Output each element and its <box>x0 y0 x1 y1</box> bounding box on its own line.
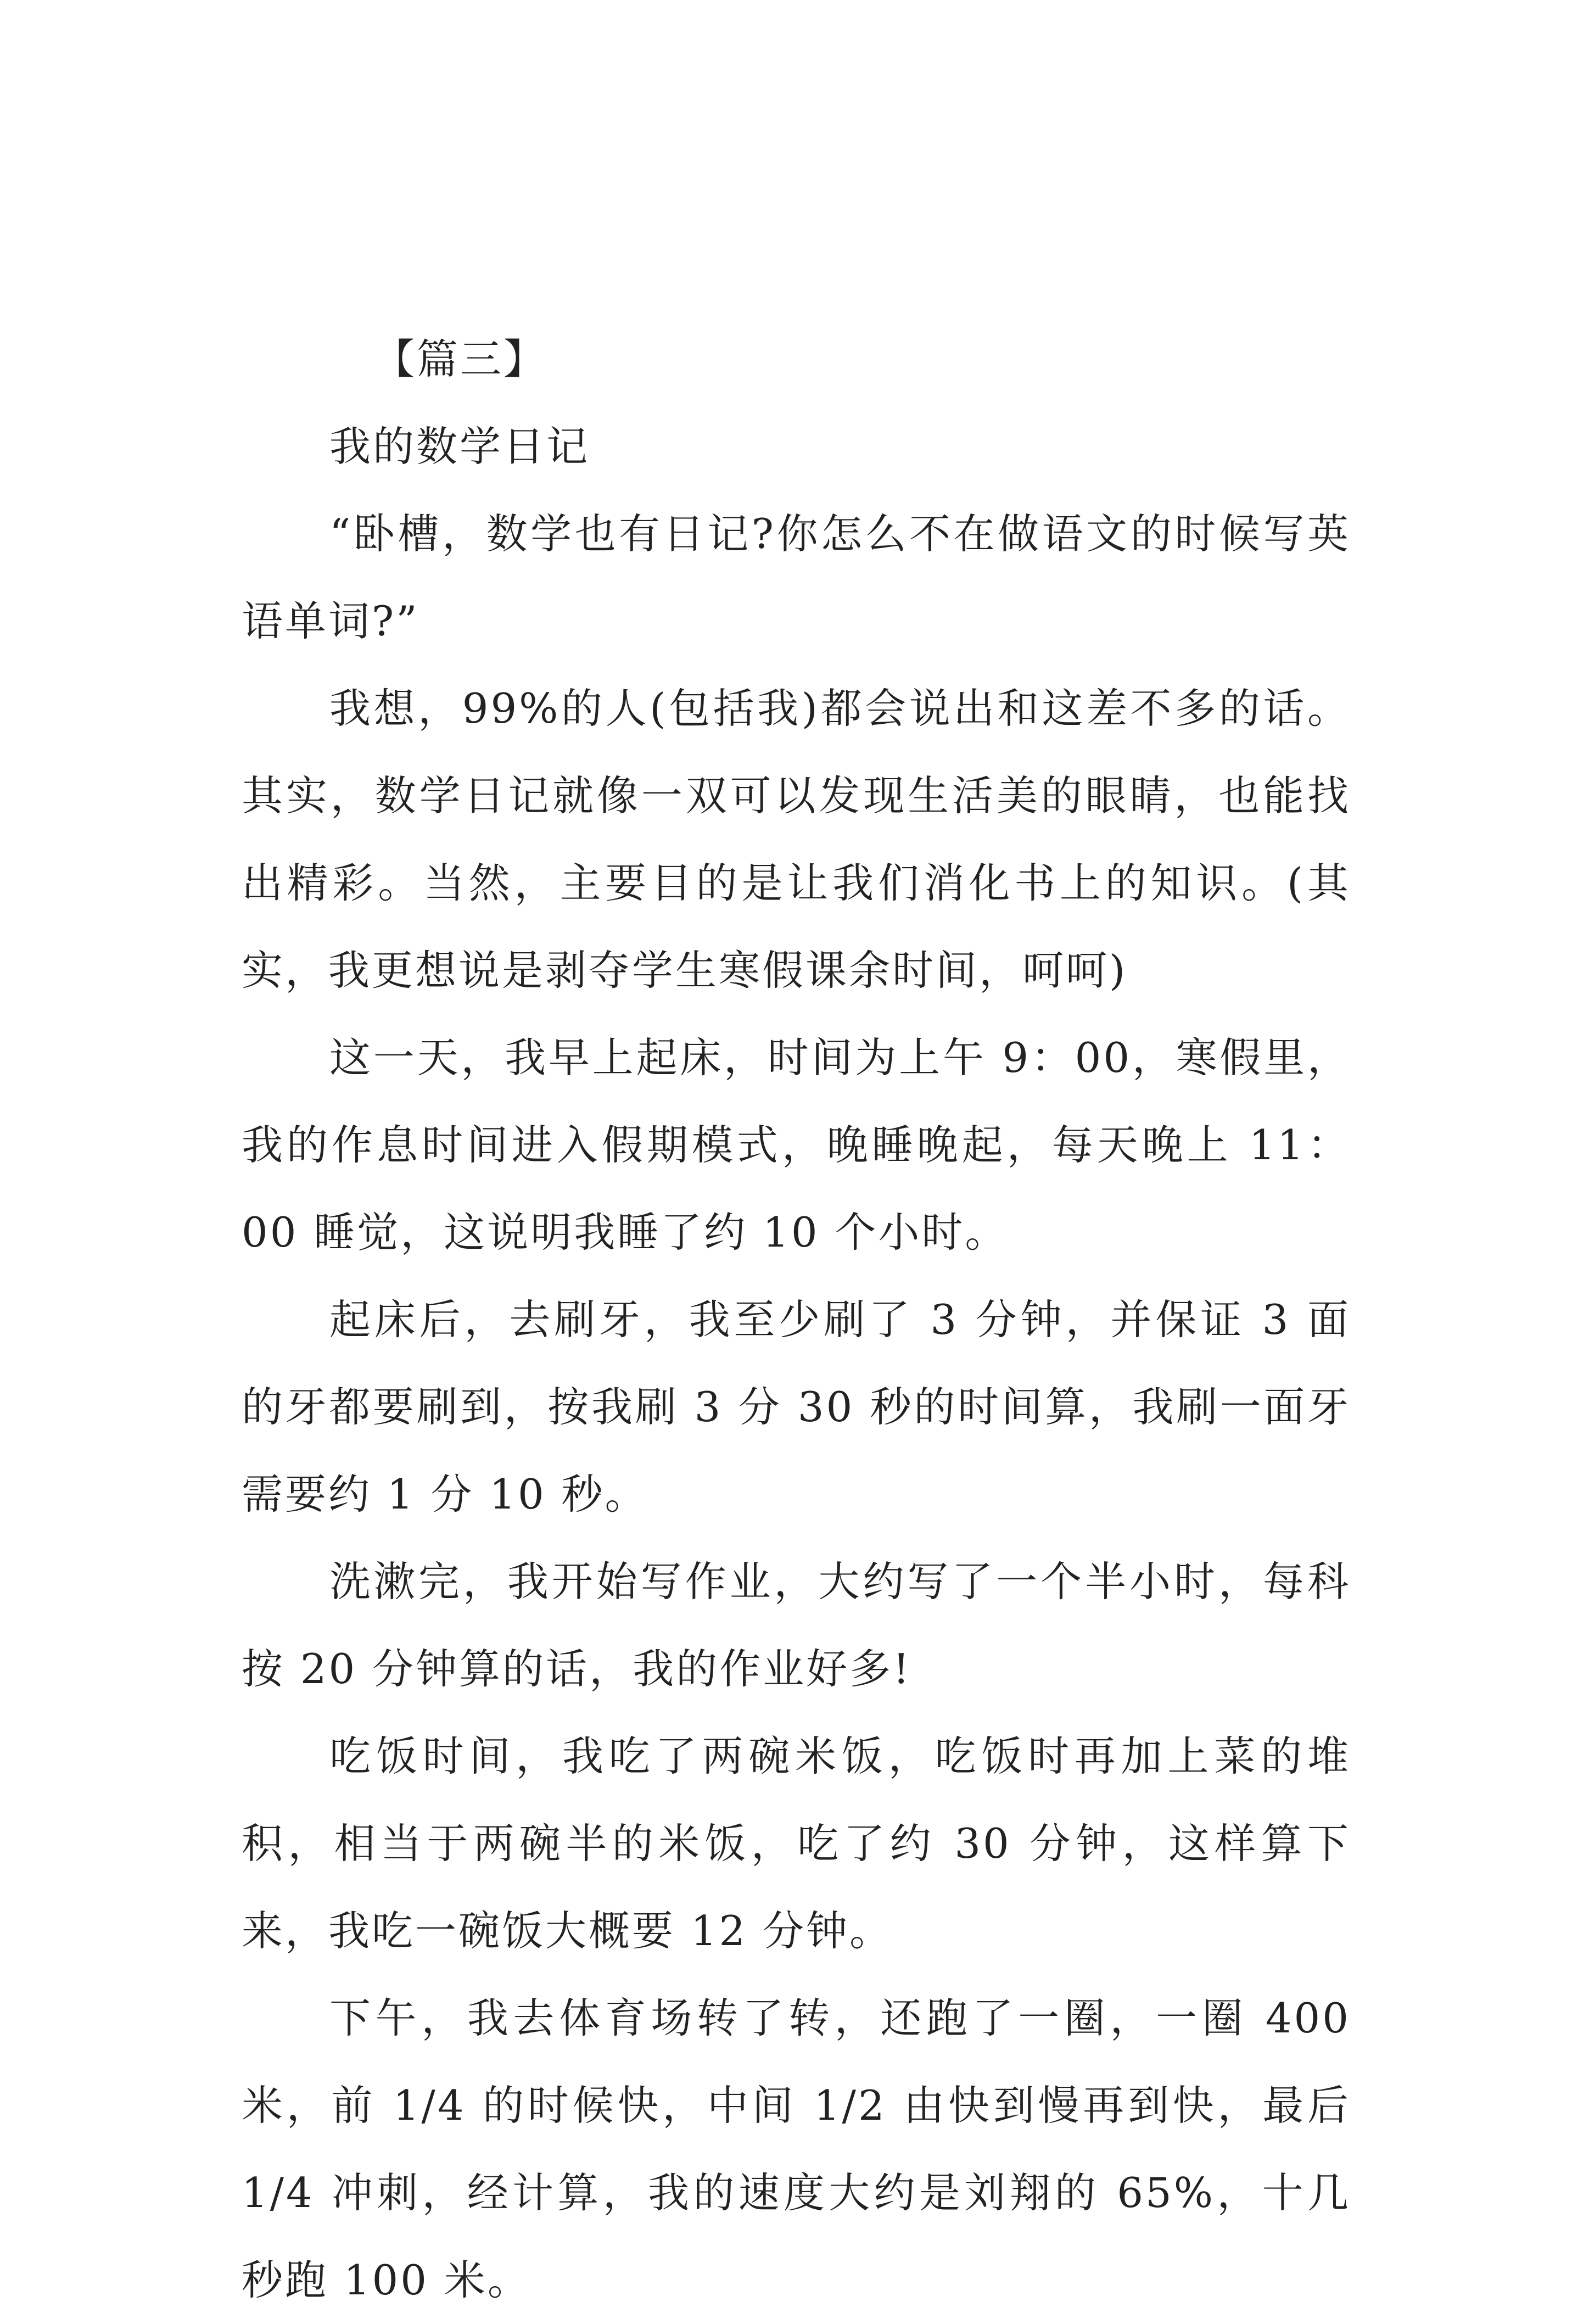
document-title: 我的数学日记 <box>329 422 590 471</box>
paragraph: 这一天，我早上起床，时间为上午 9：00，寒假里，我的作息时间进入假期模式，晚睡晚起，每天晚上 11：00 睡觉，这说明我睡了约 10 个小时。 <box>242 1033 1351 1256</box>
paragraph: 我想，99%的人(包括我)都会说出和这差不多的话。其实，数学日记就像一双可以发现生活美的眼睛，也能找出精彩。当然，主要目的是让我们消化书上的知识。(其实，我更想说是剥夺学生寒假课余时间，呵呵) <box>242 684 1351 995</box>
paragraph: “卧槽，数学也有日记?你怎么不在做语文的时候写英语单词?” <box>242 510 1351 645</box>
paragraph: 吃饭时间，我吃了两碗米饭，吃饭时再加上菜的堆积，相当于两碗半的米饭，吃了约 30 分钟，这样算下来，我吃一碗饭大概要 12 分钟。 <box>242 1732 1351 1955</box>
section-heading: 【篇三】 <box>373 335 547 383</box>
paragraph: 下午，我去体育场转了转，还跑了一圈，一圈 400 米，前 1/4 的时候快，中间 1/2 由快到慢再到快，最后 1/4 冲刺，经计算，我的速度大约是刘翔的 65%，十几秒跑 100 米。 <box>242 1994 1351 2304</box>
paragraph: 洗漱完，我开始写作业，大约写了一个半小时，每科按 20 分钟算的话，我的作业好多! <box>242 1557 1351 1693</box>
paragraph: 起床后，去刷牙，我至少刷了 3 分钟，并保证 3 面的牙都要刷到，按我刷 3 分 30 秒的时间算，我刷一面牙需要约 1 分 10 秒。 <box>242 1295 1351 1518</box>
document-body <box>242 316 1351 2324</box>
